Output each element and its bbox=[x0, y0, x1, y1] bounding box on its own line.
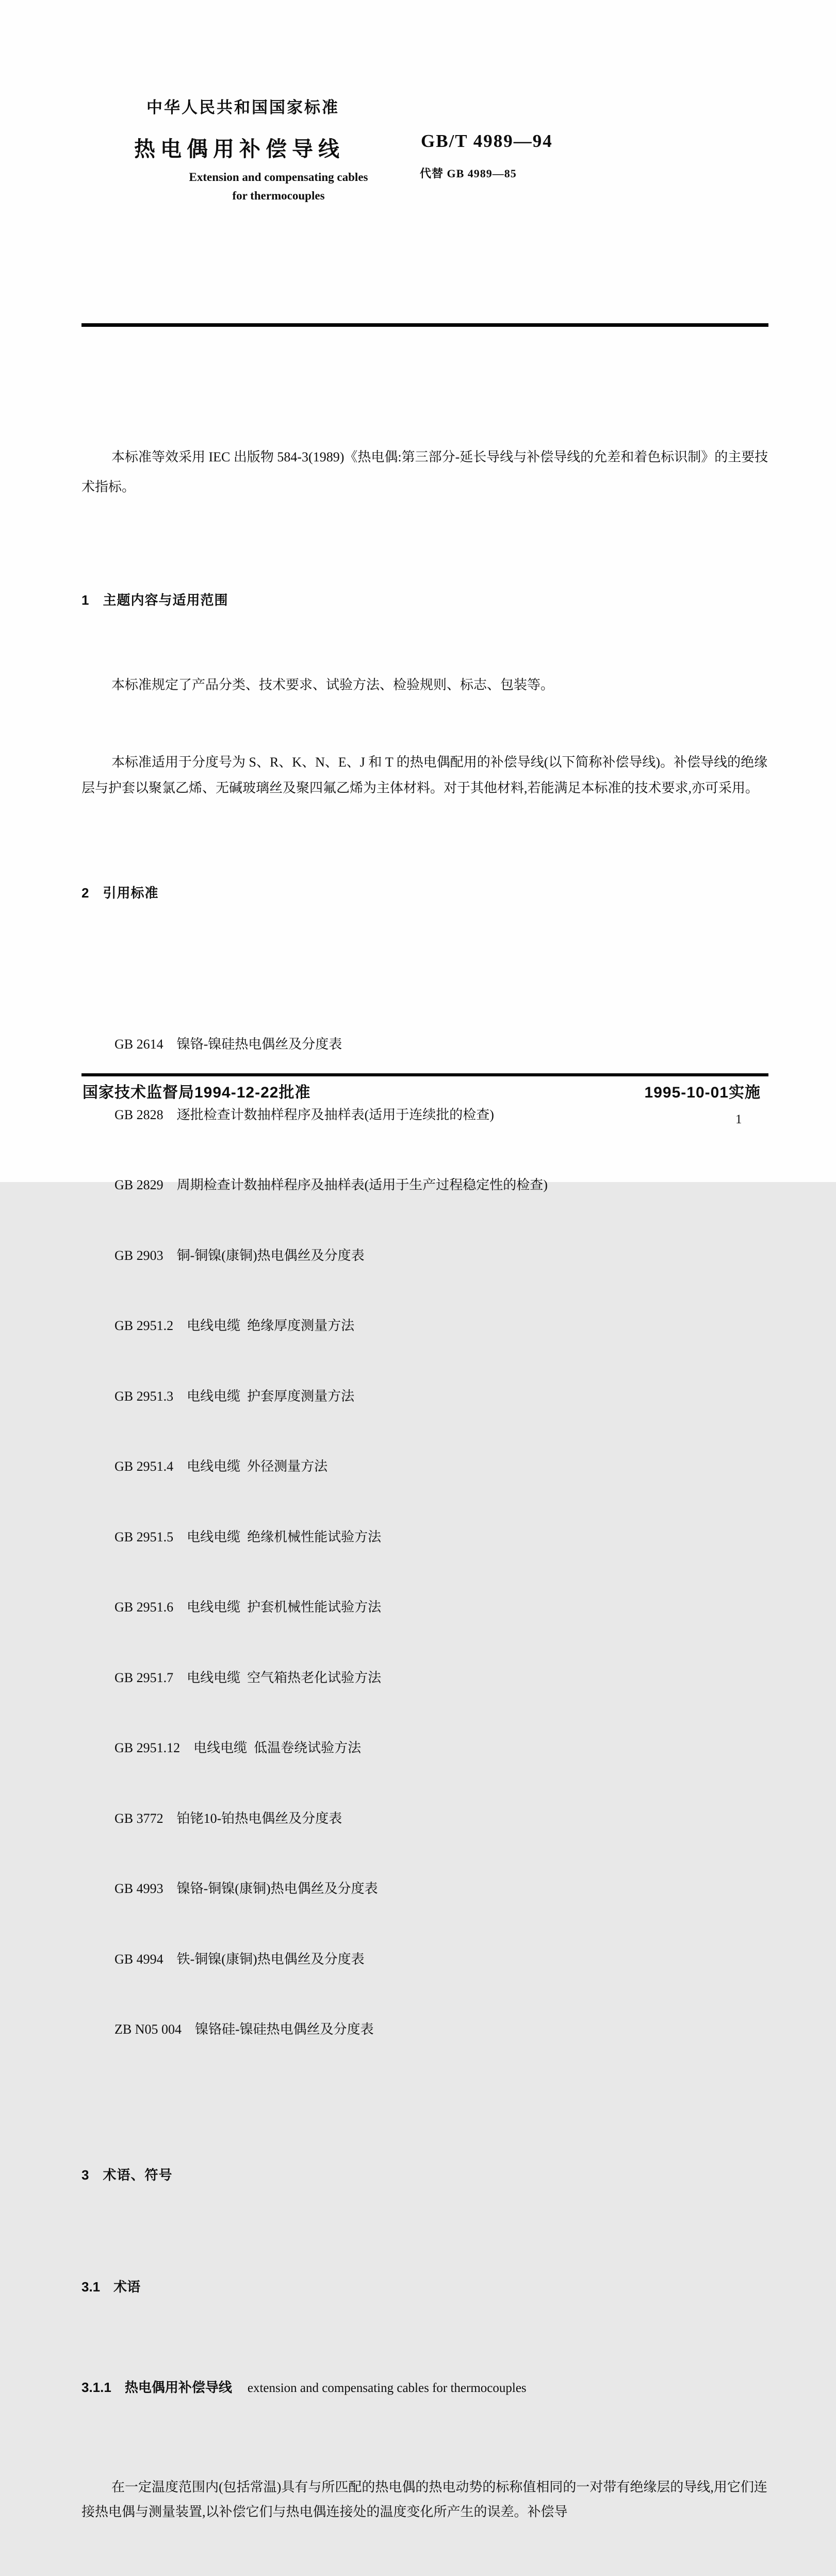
reference-item bbox=[114, 1807, 768, 1831]
reference-item bbox=[114, 1948, 768, 1971]
reference-title: 镍铬-铜镍(康铜)热电偶丝及分度表 bbox=[176, 1881, 378, 1896]
reference-item bbox=[114, 1666, 768, 1690]
page-number: 1 bbox=[735, 1112, 742, 1126]
section-1-paragraph-2: 本标准适用于分度号为 S、R、K、N、E、J 和 T 的热电偶配用的补偿导线(以下简称补偿导线)。补偿导线的绝缘层与护套以聚氯乙烯、无碱玻璃丝及聚四氟乙烯为主体材料。对于其他材料,若能满足本标准的技术要求,亦可采用。 bbox=[81, 755, 768, 795]
reference-code: GB 2903 bbox=[114, 1248, 163, 1263]
reference-item bbox=[114, 1314, 768, 1338]
reference-item bbox=[114, 1877, 768, 1901]
reference-title: 电线电缆 外径测量方法 bbox=[187, 1459, 328, 1474]
reference-code: GB 2829 bbox=[114, 1177, 163, 1192]
section-3-number: 3 bbox=[81, 2167, 90, 2183]
section-1-paragraph-1: 本标准规定了产品分类、技术要求、试验方法、检验规则、标志、包装等。 bbox=[111, 677, 554, 692]
reference-title: 电线电缆 低温卷绕试验方法 bbox=[193, 1740, 362, 1755]
header-rule bbox=[81, 323, 768, 327]
section-2-title: 引用标准 bbox=[103, 885, 159, 901]
reference-code: GB 4994 bbox=[114, 1951, 163, 1967]
section-3-1-1-heading bbox=[81, 2379, 768, 2397]
term-cn: 热电偶用补偿导线 bbox=[124, 2379, 232, 2395]
reference-code: GB 2614 bbox=[114, 1037, 163, 1052]
replaces-note: 代替 GB 4989—85 bbox=[420, 167, 517, 180]
section-3-1-number: 3.1 bbox=[81, 2279, 101, 2295]
national-standard-header: 中华人民共和国国家标准 bbox=[146, 98, 339, 117]
reference-item bbox=[114, 1244, 768, 1268]
document-body bbox=[81, 361, 768, 2576]
reference-item bbox=[114, 1173, 768, 1197]
reference-code: GB 2951.6 bbox=[114, 1600, 174, 1615]
standard-title-en-line1: Extension and compensating cables bbox=[189, 171, 368, 184]
footer-rule bbox=[81, 1073, 768, 1076]
term-en: extension and compensating cables for thermocouples bbox=[247, 2381, 527, 2395]
reference-item bbox=[114, 1596, 768, 1619]
section-1-number: 1 bbox=[81, 592, 90, 608]
reference-code: GB 2951.2 bbox=[114, 1318, 174, 1333]
reference-item bbox=[114, 2018, 768, 2041]
reference-title: 电线电缆 空气箱热老化试验方法 bbox=[187, 1670, 382, 1685]
reference-code: GB 2828 bbox=[114, 1107, 163, 1122]
term-definition-paragraph: 在一定温度范围内(包括常温)具有与所匹配的热电偶的热电动势的标称值相同的一对带有绝缘层的导线,用它们连接热电偶与测量装置,以补偿它们与热电偶连接处的温度变化所产生的误差。补偿导 bbox=[81, 2479, 767, 2519]
section-3-1-1-number: 3.1.1 bbox=[81, 2379, 111, 2395]
reference-code: ZB N05 004 bbox=[114, 2022, 182, 2037]
section-3-heading bbox=[81, 2167, 768, 2183]
intro-paragraph: 本标准等效采用 IEC 出版物 584-3(1989)《热电偶:第三部分-延长导线与补偿导线的允差和着色标识制》的主要技术指标。 bbox=[81, 450, 768, 494]
reference-title: 电线电缆 护套厚度测量方法 bbox=[187, 1388, 355, 1404]
reference-item bbox=[114, 1736, 768, 1760]
reference-item bbox=[114, 1525, 768, 1549]
reference-code: GB 3772 bbox=[114, 1810, 163, 1826]
reference-title: 铂铑10-铂热电偶丝及分度表 bbox=[176, 1810, 342, 1826]
section-1-heading bbox=[81, 592, 768, 608]
standard-number: GB/T 4989—94 bbox=[421, 131, 553, 151]
reference-list bbox=[114, 986, 768, 2088]
reference-title: 镍铬硅-镍硅热电偶丝及分度表 bbox=[195, 2022, 374, 2037]
reference-item bbox=[114, 1385, 768, 1408]
reference-title: 电线电缆 绝缘厚度测量方法 bbox=[187, 1318, 355, 1333]
reference-code: GB 2951.5 bbox=[114, 1529, 174, 1544]
section-3-1-heading bbox=[81, 2279, 768, 2295]
reference-title: 铁-铜镍(康铜)热电偶丝及分度表 bbox=[176, 1951, 365, 1967]
reference-code: GB 2951.3 bbox=[114, 1388, 174, 1404]
reference-code: GB 4993 bbox=[114, 1881, 163, 1896]
reference-code: GB 2951.4 bbox=[114, 1459, 174, 1474]
reference-item bbox=[114, 1103, 768, 1127]
standard-title-cn: 热电偶用补偿导线 bbox=[134, 137, 345, 161]
approval-note: 国家技术监督局1994-12-22批准 bbox=[83, 1084, 311, 1101]
reference-title: 电线电缆 护套机械性能试验方法 bbox=[187, 1600, 382, 1615]
reference-code: GB 2951.12 bbox=[114, 1740, 181, 1755]
section-1-title: 主题内容与适用范围 bbox=[103, 592, 228, 608]
section-2-number: 2 bbox=[81, 885, 90, 901]
reference-item bbox=[114, 1455, 768, 1478]
reference-title: 周期检查计数抽样程序及抽样表(适用于生产过程稳定性的检查) bbox=[176, 1177, 548, 1192]
reference-title: 铜-铜镍(康铜)热电偶丝及分度表 bbox=[176, 1248, 365, 1263]
reference-title: 电线电缆 绝缘机械性能试验方法 bbox=[187, 1529, 382, 1544]
implementation-note: 1995-10-01实施 bbox=[644, 1084, 761, 1101]
section-3-title: 术语、符号 bbox=[103, 2167, 173, 2183]
reference-title: 镍铬-镍硅热电偶丝及分度表 bbox=[176, 1037, 342, 1052]
section-2-heading bbox=[81, 885, 768, 901]
reference-item bbox=[114, 1033, 768, 1056]
reference-code: GB 2951.7 bbox=[114, 1670, 174, 1685]
section-3-1-title: 术语 bbox=[113, 2279, 141, 2295]
reference-title: 逐批检查计数抽样程序及抽样表(适用于连续批的检查) bbox=[176, 1107, 494, 1122]
standard-title-en-line2: for thermocouples bbox=[232, 189, 325, 202]
